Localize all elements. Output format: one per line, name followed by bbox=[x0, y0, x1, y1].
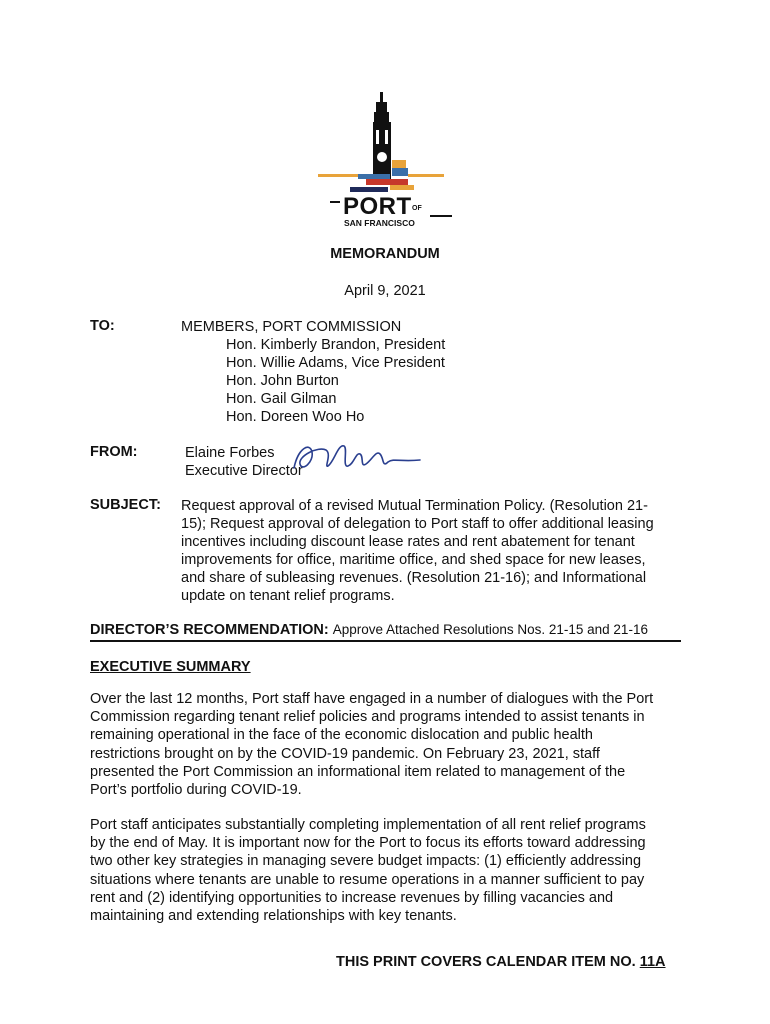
logo-of: OF bbox=[412, 205, 422, 212]
subject-line: improvements for office, maritime office, and shed space for new leases, bbox=[181, 552, 646, 568]
paragraph-line: maintaining and extending relationships with key tenants. bbox=[90, 908, 457, 925]
paragraph-line: situations where tenants are unable to resume operations in a manner sufficient to pay bbox=[90, 871, 645, 888]
recommendation-text: Approve Attached Resolutions Nos. 21-15 and 21-16 bbox=[332, 622, 648, 637]
paragraph-line: two other key strategies in managing severe budget impacts: (1) efficiently addressing bbox=[90, 853, 642, 870]
subject-line: update on tenant relief programs. bbox=[181, 588, 395, 604]
port-logo bbox=[310, 90, 460, 230]
paragraph-line: Port’s portfolio during COVID-19. bbox=[90, 782, 302, 799]
memo-date: April 9, 2021 bbox=[344, 283, 426, 299]
from-title: Executive Director bbox=[185, 463, 303, 479]
summary-paragraph-1 bbox=[90, 690, 653, 799]
to-line: Hon. Kimberly Brandon, President bbox=[226, 337, 446, 353]
recommendation bbox=[90, 621, 648, 639]
subject-line: Request approval of a revised Mutual Termination Policy. (Resolution 21- bbox=[181, 498, 648, 514]
to-line: Hon. Willie Adams, Vice President bbox=[226, 355, 445, 371]
paragraph-line: by the end of May. It is important now for the Port to focus its efforts toward addressing bbox=[90, 835, 646, 852]
paragraph-line: Port staff anticipates substantially completing implementation of all rent relief programs bbox=[90, 817, 646, 833]
to-line: Hon. Gail Gilman bbox=[226, 391, 337, 407]
section-heading: EXECUTIVE SUMMARY bbox=[90, 659, 251, 675]
subject-line: incentives including discount lease rates and rent abatement for tenant bbox=[181, 534, 635, 550]
paragraph-line: presented the Port Commission an informational item related to management of the bbox=[90, 763, 626, 780]
from-label: FROM: bbox=[90, 444, 138, 460]
signature-graphic bbox=[288, 438, 428, 478]
paragraph-line: remaining operational in the face of the economic dislocation and public health bbox=[90, 727, 593, 744]
paragraph-line: Commission regarding tenant relief policies and programs intended to assist tenants in bbox=[90, 709, 645, 726]
footer-note bbox=[336, 953, 666, 971]
paragraph-line: rent and (2) identifying opportunities to increase revenues by filling vacancies and bbox=[90, 889, 614, 906]
paragraph-line: restrictions brought on by the COVID-19 pandemic. On February 23, 2021, staff bbox=[90, 745, 600, 762]
memo-title: MEMORANDUM bbox=[330, 246, 440, 262]
to-line: Hon. John Burton bbox=[226, 373, 339, 389]
subject-line: 15); Request approval of delegation to Port staff to offer additional leasing bbox=[181, 516, 654, 532]
to-line: MEMBERS, PORT COMMISSION bbox=[181, 319, 402, 335]
logo-wordmark: PORT bbox=[343, 193, 412, 220]
recommendation-label: DIRECTOR’S RECOMMENDATION: bbox=[90, 622, 329, 638]
summary-paragraph-2 bbox=[90, 816, 646, 925]
paragraph-line: Over the last 12 months, Port staff have engaged in a number of dialogues with the Port bbox=[90, 691, 654, 707]
footer-text: THIS PRINT COVERS CALENDAR ITEM NO. bbox=[336, 954, 636, 970]
to-label: TO: bbox=[90, 318, 115, 334]
logo-city: SAN FRANCISCO bbox=[344, 218, 415, 228]
calendar-item-number: 11A bbox=[639, 954, 666, 970]
subject-label: SUBJECT: bbox=[90, 497, 161, 513]
from-name: Elaine Forbes bbox=[185, 445, 275, 461]
divider bbox=[90, 640, 681, 642]
to-line: Hon. Doreen Woo Ho bbox=[226, 409, 365, 425]
subject-line: and share of subleasing revenues. (Resolution 21-16); and Informational bbox=[181, 570, 647, 586]
